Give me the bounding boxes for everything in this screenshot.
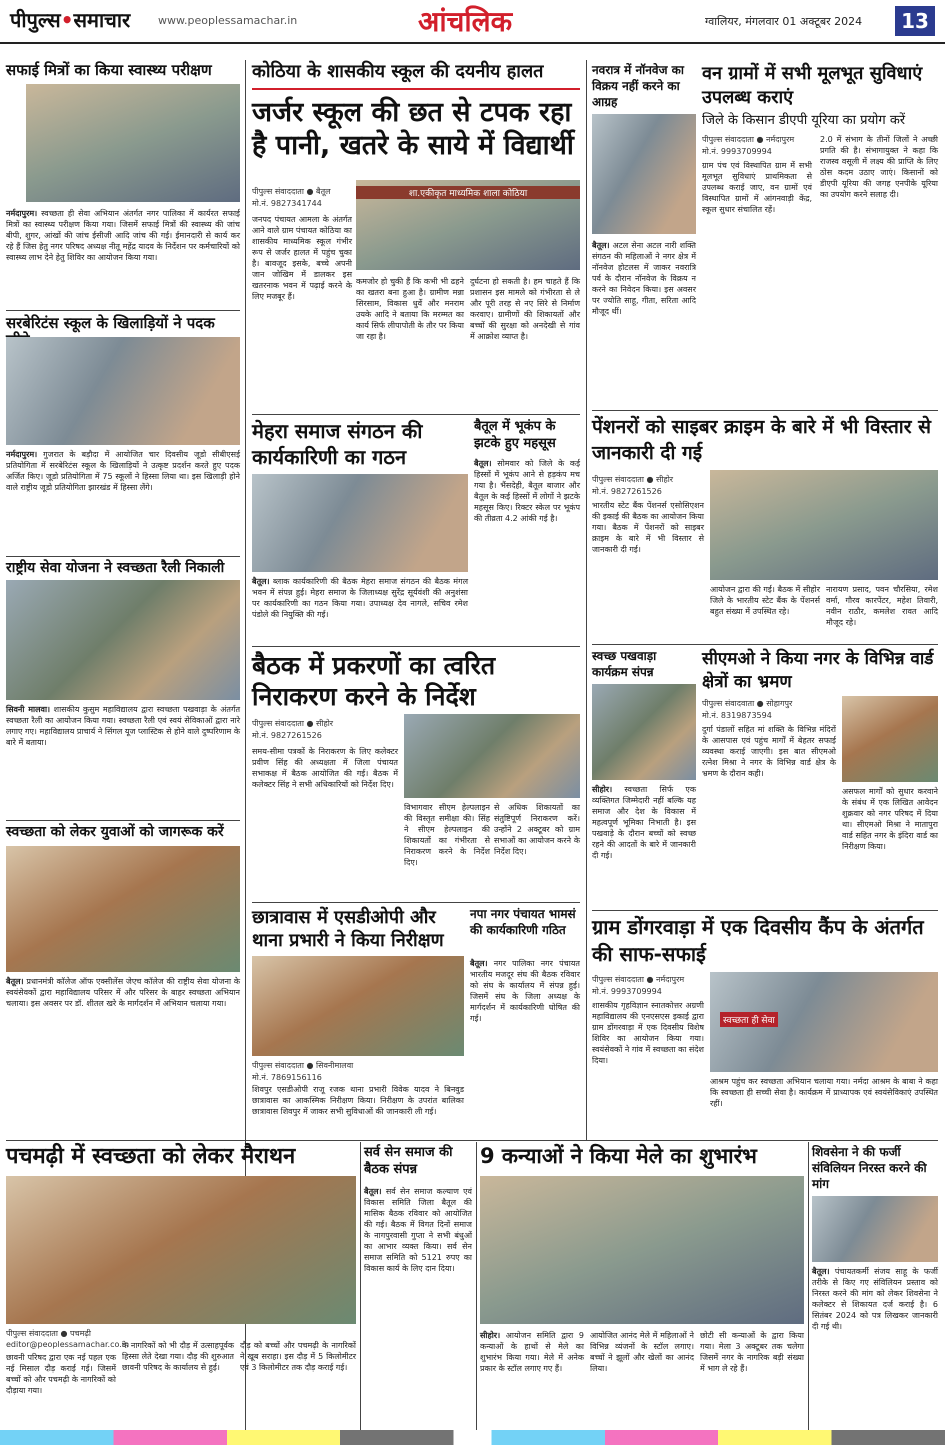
article-body: बैतूल। नगर पालिका नगर पंचायत भारतीय मजदूर संघ की बैठक रविवार को संघ के कार्यालय में संपन्न हुई। जिसमें संघ के जिला अध्यक्ष के मार्गदर्शन में कार्यकारिणी घोषित की गई। xyxy=(470,959,580,1023)
article-body: दौड़ को बच्चों और पचमढ़ी के नागरिकों ने खूब सराहा। इस दौड़ में 5 किलोमीटर एवं 3 किलोमीटर तक दौड़ कराई गई। xyxy=(240,1341,356,1372)
article-body: बैतूल। ब्लाक कार्यकारिणी की बैठक मेहरा समाज संगठन की बैठक मंगल भवन में संपन्न हुई। मेहरा समाज के जिलाध्यक्ष सुरेंद्र सूर्यवंशी की अनुशंसा पर कार्यकारिणी का गठन किया गया। उपाध्यक्ष देव नागले, सचिव रमेश पंडोले की नियुक्ति की गई। xyxy=(252,577,469,619)
article-body: बैतूल। प्रधानमंत्री कॉलेज ऑफ एक्सीलेंस जेएच कॉलेज की राष्ट्रीय सेवा योजना के स्वयंसेवकों द्वारा महाविद्यालय परिसर में और परिसर के बाहर स्वच्छता अभियान चलाया। इस अवसर पर डॉ. शीतल खरे के मार्गदर्शन में अभियान चलाया गया। xyxy=(6,977,241,1008)
editor-email: editor@peoplessamachar.co.in xyxy=(6,1340,130,1349)
article-headline: सीएमओ ने किया नगर के विभिन्न वार्ड क्षेत्रों का भ्रमण xyxy=(702,649,934,692)
article-forest-villages xyxy=(702,62,938,406)
print-color-registration-strip xyxy=(0,1430,945,1445)
website-url: www.peoplessamachar.in xyxy=(158,14,298,27)
article-body: के नागरिकों को भी दौड़ में उत्साहपूर्वक हिस्सा लेते देखा गया। दौड़ की शुरुआत छावनी परिषद के कार्यालय से हुई। xyxy=(122,1341,234,1372)
article-pachmarhi-marathon xyxy=(6,1144,356,1428)
article-photo xyxy=(6,846,240,972)
article-body: भारतीय स्टेट बैंक पेंशनर्स एसोसिएशन की इकाई की बैठक का आयोजन किया गया। बैठक में पेंशनरों को साइबर क्राइम के बारे में भी विस्तार से जानकारी दी गई। xyxy=(592,501,704,554)
divider xyxy=(6,310,240,311)
article-headline: वन ग्रामों में सभी मूलभूत सुविधाएं उपलब्ध कराएं xyxy=(702,63,923,108)
article-headline: सफाई मित्रों का किया स्वास्थ्य परीक्षण xyxy=(6,61,212,79)
divider xyxy=(592,410,938,411)
article-body: समय-सीमा पत्रकों के निराकरण के लिए कलेक्टर प्रवीण सिंह की अध्यक्षता में जिला पंचायत सभाकक्ष में बैठक आयोजित की गई। बैठक में कलेक्टर सिंह ने सभी अधिकारियों को निर्देश दिए। xyxy=(252,747,398,789)
article-sen-samaj-meeting xyxy=(364,1144,472,1428)
article-headline: बैतूल में भूकंप के झटके हुए महसूस xyxy=(474,419,556,451)
article-headline: पचमढ़ी में स्वच्छता को लेकर मैराथन xyxy=(6,1144,296,1169)
article-headline: नवरात्र में नॉनवेज का विक्रय नहीं करने का आग्रह xyxy=(592,63,685,109)
article-headline: मेहरा समाज संगठन की कार्यकारिणी का गठन xyxy=(252,419,423,469)
article-pensioners-cyber xyxy=(592,414,938,642)
article-nss-rally xyxy=(6,560,240,820)
article-subhead: जिले के किसान डीएपी यूरिया का प्रयोग करें xyxy=(702,113,906,128)
article-headline: बैठक में प्रकरणों का त्वरित निराकरण करने के निर्देश xyxy=(252,651,496,711)
article-body: 2.0 में संभाग के तीनों जिलों ने अच्छी प्रगति की है। संभागायुक्त ने कहा कि राजस्व वसूली में लक्ष्य की प्राप्ति के लिए ठोस कदम उठाए जाएं। किसानों को डीएपी यूरिया की जगह एनपीके यूरिया का उपयोग करने सलाह दी। xyxy=(820,135,938,199)
reporter-mobile: मो.नं. 9827261526 xyxy=(592,487,662,496)
article-body: दुर्गा पंडालों सहित मां शक्ति के विभिन्न मंदिरों के आसपास एवं पहुंच मार्गों में बेहतर सफाई व्यवस्था कराई जाएगी। इस बात सीएमओ रत्नेश मिश्रा ने नगर के विभिन्न वार्ड क्षेत्र के भ्रमण के दौरान कही। xyxy=(702,725,836,778)
article-navratri-nonveg xyxy=(592,62,696,406)
reporter-mobile: मो.नं. 7869156116 xyxy=(252,1073,322,1082)
article-headline: राष्ट्रीय सेवा योजना ने स्वच्छता रैली निकाली xyxy=(6,560,225,576)
article-body: आश्रम पहुंच कर स्वच्छता अभियान चलाया गया। नर्मदा आश्रम के बाबा ने कहा कि स्वच्छता ही सच्ची सेवा है। कार्यक्रम में प्राध्यापक एवं स्वयंसेविकाएं उपस्थित रहीं। xyxy=(710,1077,938,1108)
column-divider xyxy=(808,1142,809,1430)
masthead xyxy=(0,0,945,44)
article-headline: सर्व सेन समाज की बैठक संपन्न xyxy=(364,1145,453,1177)
article-headline: स्वच्छता को लेकर युवाओं को जागरूक करें xyxy=(6,824,224,840)
byline: पीपुल्स संवादवाता ● सोहागपुर xyxy=(702,699,793,708)
article-cleanliness-fortnight xyxy=(592,648,696,908)
article-photo xyxy=(842,696,938,782)
article-headline: 9 कन्याओं ने किया मेले का शुभारंभ xyxy=(480,1144,757,1168)
article-body: ग्राम पंच एवं विस्थापित ग्राम में सभी मूलभूत सुविधाएं प्राथमिकता से उपलब्ध कराई जाए, वन ग्रामों एवं विस्थापित ग्रामों में आंगनवाड़ी केंद्र, स्कूल सुधार संचालित रहें। xyxy=(702,161,812,214)
divider xyxy=(252,414,580,415)
article-photo xyxy=(404,714,580,798)
article-body: सीहोर। स्वच्छता सिर्फ एक व्यक्तिगत जिम्मेदारी नहीं बल्कि यह समाज और देश के विकास में महत्वपूर्ण भूमिका निभाती है। इस पखवाड़े के दौरान बच्चों को स्वच्छ रहने की आदतों के बारे में जानकारी दी गई। xyxy=(592,785,696,860)
article-headline: नपा नगर पंचायत भामसं की कार्यकारिणी गठित xyxy=(470,907,576,937)
article-safai-mitra xyxy=(6,62,240,322)
article-body: विभागवार सीएम हेल्पलाइन की विस्तृत समीक्षा की। सिंह ने सीएम हेल्पलाइन की शिकायतों का गंभीरता से निराकरण करने के निर्देश दिए। xyxy=(404,803,490,867)
byline: पीपुल्स संवाददाता ● पचमढ़ी xyxy=(6,1329,91,1338)
byline: पीपुल्स संवाददाता ● नर्मदापुरम xyxy=(592,975,685,984)
article-body: शासकीय गृहविज्ञान स्नातकोत्तर अग्रणी महाविद्यालय की एनएसएस इकाई द्वारा ग्राम डोंगरवाड़ा में एक दिवसीय विशेष शिविर का आयोजन किया गया। स्वयंसेवकों ने गांव में स्वच्छता का संदेश दिया। xyxy=(592,1001,704,1065)
divider xyxy=(592,910,938,911)
article-headline: स्वच्छ पखवाड़ा कार्यक्रम संपन्न xyxy=(592,649,657,679)
article-photo xyxy=(26,84,240,202)
article-judo-medal xyxy=(6,315,240,560)
article-body: आयोजित आनंद मेले में महिलाओं ने विभिन्न व्यंजनों के स्टॉल लगाए। बच्चों ने झूलों और खेलों का आनंद लिया। xyxy=(590,1331,694,1373)
newspaper-logo: पीपुल्स•समाचार xyxy=(10,8,131,32)
divider xyxy=(252,646,580,647)
byline: पीपुल्स संवाददाता ● नर्मदापुरम xyxy=(702,135,795,144)
article-headline: शिवसेना ने की फर्जी संविलियन निरस्त करने की मांग xyxy=(812,1145,927,1191)
reporter-mobile: मो.नं. 9827341744 xyxy=(252,199,322,208)
article-headline: सरबेरिटंस स्कूल के खिलाड़ियों ने पदक xyxy=(6,314,215,332)
article-headline: जर्जर स्कूल की छत से टपक रहा है पानी, खतरे के साये में विद्यार्थी xyxy=(252,97,574,161)
section-title: आंचलिक xyxy=(418,5,513,38)
article-body: छोटी सी कन्याओं के द्वारा किया गया। मेला 3 अक्टूबर तक चलेगा जिसमें नगर के नागरिक बड़ी संख्या में भाग ले रहे हैं। xyxy=(700,1331,804,1373)
article-mehra-samaj xyxy=(252,418,468,644)
article-photo xyxy=(480,1176,804,1324)
byline: पीपुल्स संवाददाता ● सिवनीमालवा xyxy=(252,1061,354,1070)
article-earthquake xyxy=(474,418,580,644)
article-body: शिवपुर एसडीओपी राजू रजक थाना प्रभारी विवेक यादव ने बिनवुड छात्रावास का आकस्मिक निरीक्षण किया। निरीक्षण के उपरांत बालिका छात्रावास शिवपुर में जाकर सभी सुविधाओं की जानकारी ली गई। xyxy=(252,1085,464,1116)
article-photo xyxy=(592,684,696,780)
article-body: बैतूल। सोमवार को जिले के कई हिस्सों में भूकंप आने से हड़कंप मच गया है। भैंसदेही, बैतूल बाजार और बैतूल के कई हिस्सों में लोगों ने झटके महसूस किए। रिक्टर स्केल पर भूकंप की तीव्रता 4.2 आंकी गई है। xyxy=(474,459,581,523)
photo-banner-text: स्वच्छता ही सेवा xyxy=(720,1012,778,1027)
article-photo xyxy=(6,1176,356,1324)
article-body: नारायण प्रसाद, पवन चौरसिया, रमेश वर्मा, गौरव कारपेंटर, महेश तिवारी, नवीन राठौर, कमलेश रावत आदि मौजूद रहे। xyxy=(826,585,938,627)
reporter-mobile: मो.नं. 9827261526 xyxy=(252,731,322,740)
reporter-mobile: मो.नं. 8319873594 xyxy=(702,711,772,720)
article-photo xyxy=(356,180,580,270)
article-body: सीहोर। आयोजन समिति द्वारा 9 कन्याओं के हाथों से मेले का शुभारंभ किया गया। मेले में अनेक प्रकार के स्टॉल लगाए गए हैं। xyxy=(480,1331,584,1373)
article-body: छावनी परिषद द्वारा एक नई पहल एक नई मिसाल दौड़ कराई गई। जिसमें बच्चों को और पचमढ़ी के नागरिकों को दौड़ाया गया। xyxy=(6,1353,116,1395)
article-bms-executive xyxy=(470,906,580,1136)
article-photo xyxy=(252,474,468,572)
byline: पीपुल्स संवाददाता ● सीहोर xyxy=(592,475,674,484)
article-headline: पेंशनरों को साइबर क्राइम के बारे में भी विस्तार से जानकारी दी गई xyxy=(592,416,931,464)
article-cmo-ward-visit xyxy=(702,648,938,908)
article-body: नर्मदापुरम। स्वच्छता ही सेवा अभियान अंतर्गत नगर पालिका में कार्यरत सफाई मित्रों का स्वास्थ्य परीक्षण किया गया। जिसमें सफाई मित्रों की स्वास्थ्य की जांच बीपी, शुगर, आंखों की जांच ईसीजी आदि जांच की गई। ईमानदारी से कार्य कर रहे हैं जिस हेतु नगर परिषद अध्यक्ष नीतू महेंद्र यादव के निर्देशन पर कर्मचारियों को स्वास्थ्य लाभ देने हेतु शिविर का आयोजन किया गया। xyxy=(6,209,240,262)
byline: पीपुल्स संवाददाता ● बैतूल xyxy=(252,187,331,196)
divider xyxy=(6,556,240,557)
article-photo xyxy=(812,1196,938,1262)
article-body: बैतूल। अटल सेना अटल नारी शक्ति संगठन की महिलाओं ने नगर क्षेत्र में नॉनवेज होटलस में जाकर नवरात्रि पर्व के दौरान नॉनवेज के विक्रय न करने का निवेदन किया। इस अवसर पर ज्योति साहू, गीता, सरिता आदि मौजूद थीं। xyxy=(592,241,696,316)
article-fair-inauguration xyxy=(480,1144,804,1428)
article-school-roof xyxy=(252,62,580,412)
article-photo xyxy=(710,972,938,1072)
article-body: जनपद पंचायत आमला के अंतर्गत आने वाले ग्राम पंचायत कोठिया का शासकीय माध्यमिक स्कूल गंभीर रूप से जर्जर हालत में पहुंच चुका है। बावजूद इसके, बच्चे अपनी जान जोखिम में डालकर इस खतरनाक भवन में पढ़ाई करने के लिए मजबूर हैं। xyxy=(252,215,352,301)
article-photo xyxy=(592,114,696,234)
divider xyxy=(252,88,580,90)
article-body: कमजोर हो चुकी हैं कि कभी भी ढहने का खतरा बना हुआ है। ग्रामीण मन्ना सिरसाम, विकास धुर्वे और मनराम उयके आदि ने बताया कि मरम्मत का कार्य सिर्फ लीपापोती के तौर पर किया जा रहा है। xyxy=(356,277,464,341)
article-photo xyxy=(6,337,240,445)
article-hostel-inspection xyxy=(252,906,464,1136)
page-number: 13 xyxy=(895,6,935,36)
article-kicker: कोठिया के शासकीय स्कूल की दयनीय हालत xyxy=(252,61,544,82)
article-body: सिवनी मालवा। शासकीय कुसुम महाविद्यालय द्वारा स्वच्छता पखवाड़ा के अंतर्गत स्वच्छता रैली का आयोजन किया गया। स्वच्छता रैली एवं स्वयं सेविकाओं द्वारा नारे लगाए गए। महाविद्यालय प्राचार्य ने सिंगल यूज प्लास्टिक से होने वाले दुष्परिणाम के बारे में बताया। xyxy=(6,705,241,747)
photo-banner-text: शा.एकीकृत माध्यमिक शाला कोठिया xyxy=(356,186,580,199)
reporter-mobile: मो.नं. 9993709994 xyxy=(702,147,772,156)
article-dongarwada-camp xyxy=(592,914,938,1136)
column-divider xyxy=(476,1142,477,1430)
issue-date: ग्वालियर, मंगलवार 01 अक्टूबर 2024 xyxy=(705,15,863,28)
article-body: बैतूल। पंचायतकर्मी संजय साहू के फर्जी तरीके से किए गए संविलियन प्रस्ताव को निरस्त करने की मांग को लेकर शिवसेना ने कलेक्टर से शिकायत दर्ज कराई है। 6 सितंबर 2024 को पत्र लिखकर जानकारी दी गई थी। xyxy=(812,1267,938,1331)
article-body: से अधिक शिकायतों का संतुष्टिपूर्ण निराकरण करें। उन्होंने 2 अक्टूबर को ग्राम सभाओं का आयोजन करने के निर्देश दिए। xyxy=(494,803,580,856)
divider xyxy=(6,820,240,821)
article-photo xyxy=(252,956,464,1056)
article-body: नर्मदापुरम। गुजरात के बड़ौदा में आयोजित चार दिवसीय जूडो सीबीएसई प्रतियोगिता में सरबेरिटंस स्कूल के खिलाड़ियों ने उत्कृष्ट प्रदर्शन करते हुए पदक अर्जित किए। जूडो प्रतियोगिता में 75 स्कूलों ने हिस्सा लिया था। इस खिलाड़ी होने वाले राष्ट्रीय जूडो प्रतियोगिता झारखंड में हिस्सा लेंगे। xyxy=(6,450,240,492)
article-headline: छात्रावास में एसडीओपी और थाना प्रभारी ने किया निरीक्षण xyxy=(252,907,444,951)
article-body: दुर्घटना हो सकती है। हम चाहते हैं कि प्रशासन इस मामले को गंभीरता से ले और पूरी तरह से नए सिरे से निर्माण करवाए। ग्रामीणों की शिकायतों और बच्चों की सुरक्षा को अनदेखी से गांव में आक्रोश व्याप्त है। xyxy=(470,277,580,341)
article-photo xyxy=(6,580,240,700)
article-body: असफल मार्गों को सुधार करवाने के संबंध में एक लिखित आवेदन शुक्रवार को नगर परिषद में दिया था। सीएमओ मिश्रा ने मातापुरा वार्ड सहित नगर के इंदिरा वार्ड का निरीक्षण किया। xyxy=(842,787,938,851)
article-headline: ग्राम डोंगरवाड़ा में एक दिवसीय कैंप के अंतर्गत की साफ-सफाई xyxy=(592,915,924,966)
column-divider xyxy=(360,1142,361,1430)
article-youth-awareness xyxy=(6,824,240,1140)
divider xyxy=(6,1140,938,1141)
divider xyxy=(252,902,580,903)
byline: पीपुल्स संवाददाता ● सीहोर xyxy=(252,719,334,728)
column-divider xyxy=(586,60,587,1140)
article-case-disposal xyxy=(252,650,580,900)
article-body: बैतूल। सर्व सेन समाज कल्याण एवं विकास समिति जिला बैतूल की मासिक बैठक रविवार को आयोजित की गई। बैठक में विगत दिनों समाज के नागपुरवासी गुप्ता ने सभी बंधुओं का आभार व्यक्त किया। सर्व सेन समाज समिति को 5121 रुपए का विकास कार्य के लिए दान दिया। xyxy=(364,1187,472,1273)
article-body: आयोजन द्वारा की गई। बैठक में सीहोर जिले के भारतीय स्टेट बैंक के पेंशनर्स बहुत संख्या में उपस्थित रहे। xyxy=(710,585,820,616)
reporter-mobile: मो.नं. 9993709994 xyxy=(592,987,662,996)
divider xyxy=(592,644,938,645)
article-photo xyxy=(710,470,938,580)
article-shivsena-demand xyxy=(812,1144,938,1428)
